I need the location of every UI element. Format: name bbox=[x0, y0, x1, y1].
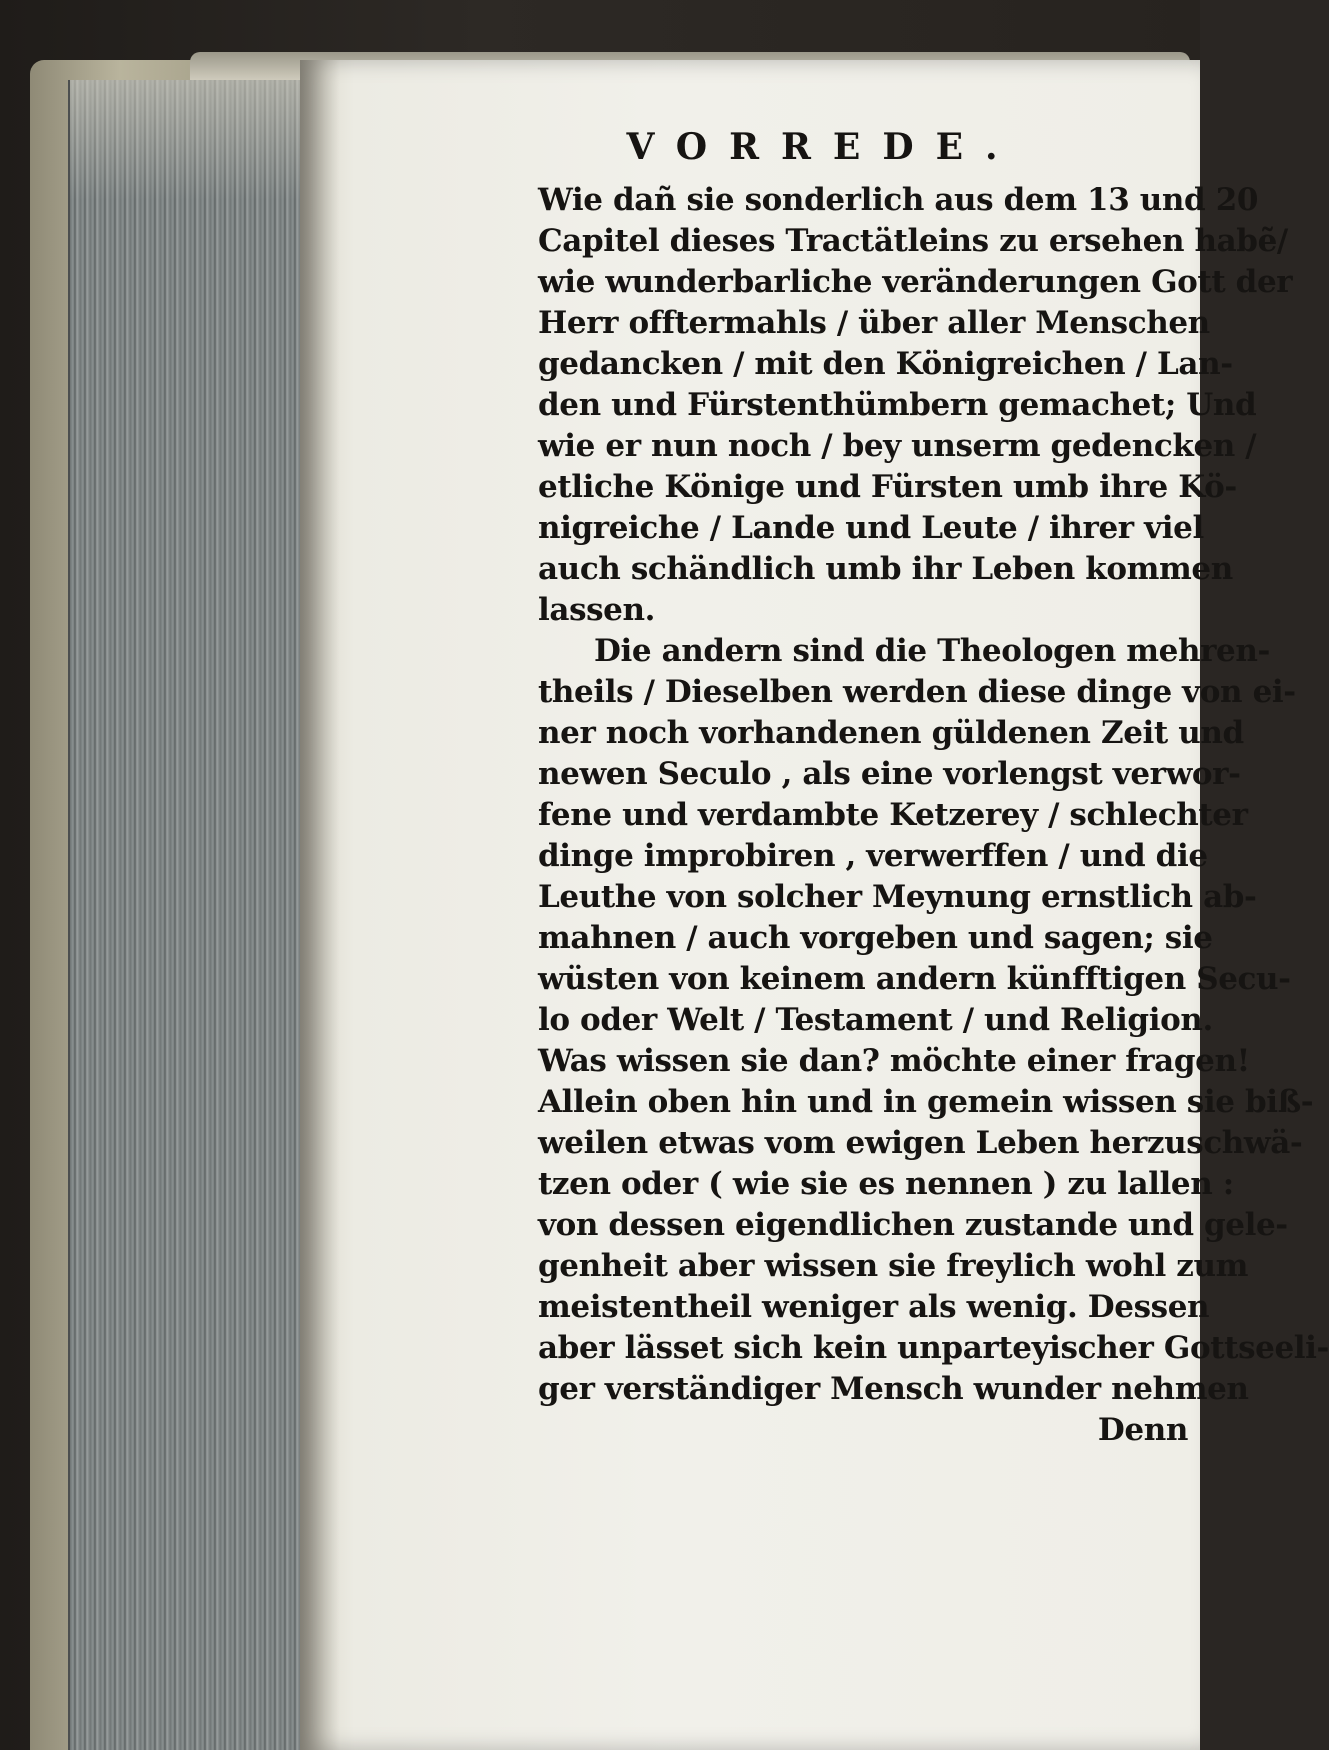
text-line: wie er nun noch / bey unserm gedencken / bbox=[538, 428, 1257, 464]
text-line: etliche Könige und Fürsten umb ihre Kö- bbox=[538, 469, 1237, 505]
text-line: dinge improbiren , verwerffen / und die bbox=[538, 838, 1208, 874]
text-line: Herr offtermahls / über aller Menschen bbox=[538, 305, 1210, 341]
text-line: weilen etwas vom ewigen Leben herzuschwä- bbox=[538, 1125, 1303, 1161]
text-line: tzen oder ( wie sie es nennen ) zu lallen : bbox=[538, 1166, 1234, 1202]
text-line: Was wissen sie dan? möchte einer fragen! bbox=[538, 1043, 1250, 1079]
catchword: Denn bbox=[1097, 1412, 1188, 1448]
text-line: wie wunderbarliche veränderungen Gott der bbox=[538, 264, 1293, 300]
text-line: theils / Dieselben werden diese dinge von ei- bbox=[538, 674, 1296, 710]
text-line: aber lässet sich kein unparteyischer Gottseeli- bbox=[538, 1330, 1329, 1366]
text-line: fene und verdambte Ketzerey / schlechter bbox=[538, 797, 1248, 833]
text-line: meistentheil weniger als wenig. Dessen bbox=[538, 1289, 1210, 1325]
text-line: ger verständiger Mensch wunder nehmen bbox=[538, 1371, 1249, 1407]
gutter-shadow bbox=[300, 60, 340, 1750]
text-line: Leuthe von solcher Meynung ernstlich ab- bbox=[538, 879, 1257, 915]
text-line: Capitel dieses Tractätleins zu ersehen habẽ/ bbox=[538, 223, 1288, 259]
text-line: den und Fürstenthümbern gemachet; Und bbox=[538, 387, 1257, 423]
text-line: Allein oben hin und in gemein wissen sie biß- bbox=[538, 1084, 1314, 1120]
text-line: mahnen / auch vorgeben und sagen; sie bbox=[538, 920, 1213, 956]
page-text-block bbox=[538, 120, 1329, 1451]
text-line: lassen. bbox=[538, 592, 656, 628]
text-line: genheit aber wissen sie freylich wohl zum bbox=[538, 1248, 1249, 1284]
body-text bbox=[538, 180, 1329, 1451]
text-line: gedancken / mit den Königreichen / Lan- bbox=[538, 346, 1233, 382]
text-line: wüsten von keinem andern künfftigen Secu- bbox=[538, 961, 1291, 997]
text-line: lo oder Welt / Testament / und Religion. bbox=[538, 1002, 1213, 1038]
page-block-edges bbox=[68, 80, 302, 1750]
text-line: newen Seculo , als eine vorlengst verwor- bbox=[538, 756, 1241, 792]
text-line: nigreiche / Lande und Leute / ihrer viel bbox=[538, 510, 1204, 546]
running-head: VORREDE. bbox=[626, 126, 1020, 168]
text-line: von dessen eigendlichen zustande und gele- bbox=[538, 1207, 1288, 1243]
text-line: Die andern sind die Theologen mehren- bbox=[594, 633, 1270, 669]
text-line: ner noch vorhandenen güldenen Zeit und bbox=[538, 715, 1244, 751]
text-line: Wie dañ sie sonderlich aus dem 13 und 20 bbox=[538, 182, 1259, 218]
text-line: auch schändlich umb ihr Leben kommen bbox=[538, 551, 1233, 587]
